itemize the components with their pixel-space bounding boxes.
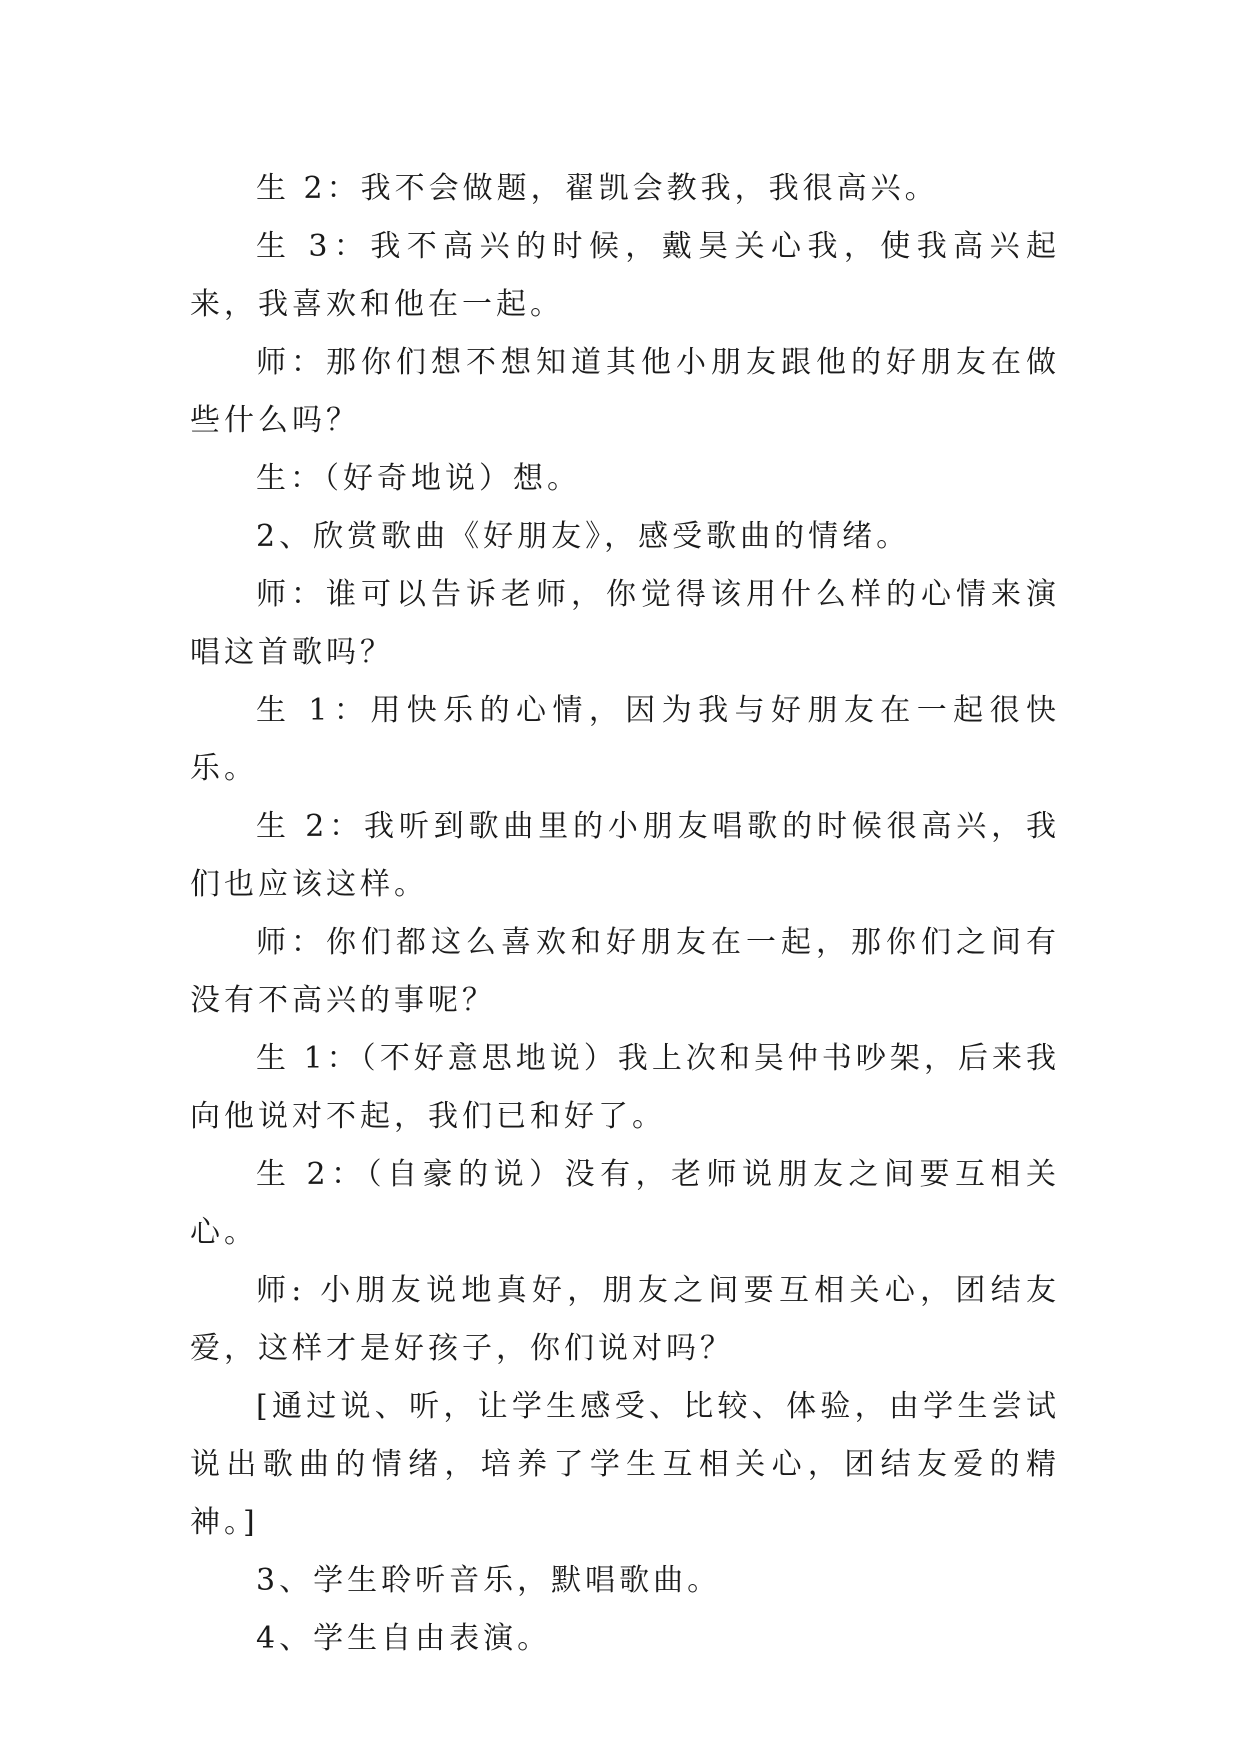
paragraph: [通过说、听，让学生感受、比较、体验，由学生尝试说出歌曲的情绪，培养了学生互相关心，团结友爱的精神。] — [190, 1389, 1060, 1540]
paragraph: 生：（好奇地说）想。 — [256, 461, 581, 496]
paragraph: 2、欣赏歌曲《好朋友》，感受歌曲的情绪。 — [256, 519, 911, 554]
paragraph: 师: 小朋友说地真好，朋友之间要互相关心，团结友爱，这样才是好孩子，你们说对吗？ — [190, 1273, 1060, 1366]
paragraph: 师：那你们想不想知道其他小朋友跟他的好朋友在做些什么吗？ — [190, 345, 1060, 438]
paragraph: 4、学生自由表演。 — [256, 1621, 552, 1656]
paragraph: 生 2：我听到歌曲里的小朋友唱歌的时候很高兴，我们也应该这样。 — [190, 809, 1060, 902]
paragraph: 生 2：我不会做题，翟凯会教我，我很高兴。 — [256, 171, 939, 206]
paragraph: 生 1：（不好意思地说）我上次和吴仲书吵架，后来我向他说对不起，我们已和好了。 — [190, 1041, 1060, 1134]
paragraph: 生 2：（自豪的说）没有，老师说朋友之间要互相关心。 — [190, 1157, 1060, 1250]
paragraph: 师：你们都这么喜欢和好朋友在一起，那你们之间有没有不高兴的事呢？ — [190, 925, 1060, 1018]
paragraph: 生 1：用快乐的心情，因为我与好朋友在一起很快乐。 — [190, 693, 1060, 786]
paragraph: 师：谁可以告诉老师，你觉得该用什么样的心情来演唱这首歌吗？ — [190, 577, 1060, 670]
paragraph: 生 3：我不高兴的时候，戴昊关心我，使我高兴起来，我喜欢和他在一起。 — [190, 229, 1060, 322]
paragraph: 3、学生聆听音乐，默唱歌曲。 — [256, 1563, 722, 1598]
document-page — [190, 160, 1060, 1668]
